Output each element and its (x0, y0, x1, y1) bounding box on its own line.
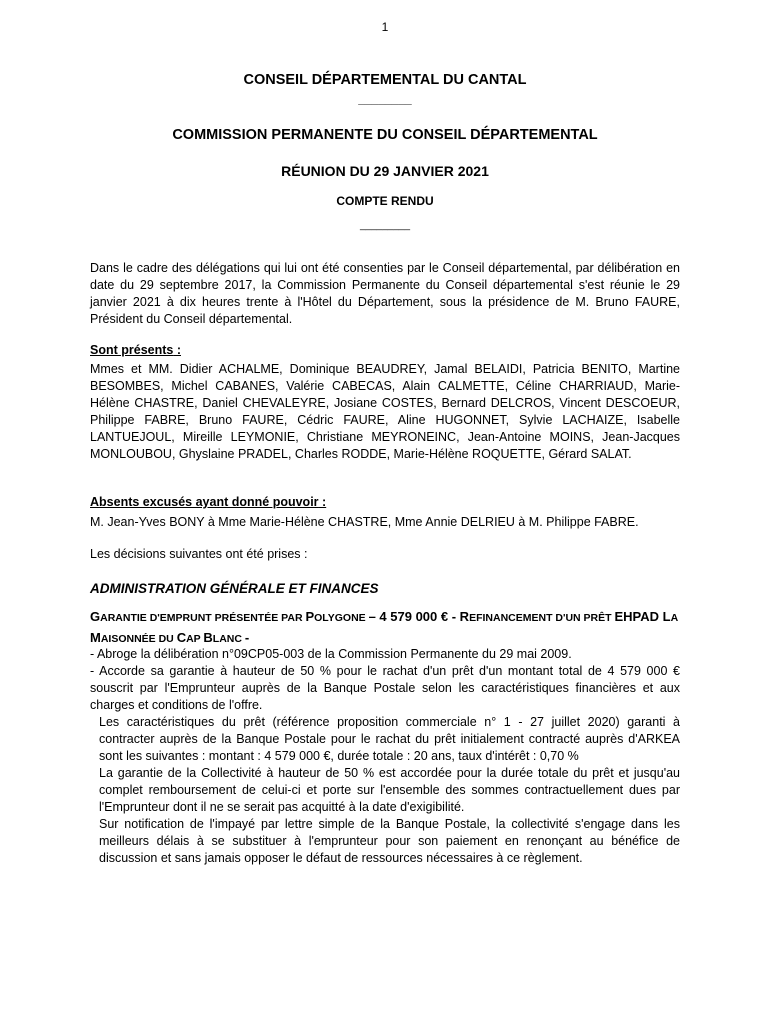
garantie-t15: - (244, 630, 250, 645)
garantie-t14: LANC (212, 633, 245, 645)
org-title: CONSEIL DÉPARTEMENTAL DU CANTAL (243, 72, 527, 88)
presents-heading-colon: : (173, 343, 181, 357)
garantie-t7: EHPAD L (614, 609, 671, 624)
item-garantie-collectivite: La garantie de la Collectivité à hauteur de 50 % est accordée pour la durée totale du prêt et jusqu'au complet remboursement de celui-ci et porte sur l'ensemble des sommes contractuellement dues par l'Emprunteur dont il ne se serait pas acquitté à la date d'exigibilité. (99, 766, 680, 814)
item-caracteristiques: Les caractéristiques du prêt (référence proposition commerciale n° 1 - 27 juillet 2020) garanti à contracter auprès de la Banque Postale pour le rachat du prêt initialement contracté auprès d'ARKEA sont les suivantes : montant : 4 579 000 €, durée totale : 20 ans, taux d'intérêt : 0,70 % (99, 715, 680, 763)
section-title: ADMINISTRATION GÉNÉRALE ET FINANCES (90, 581, 379, 596)
garantie-t11: C (176, 630, 187, 645)
presents-list: Mmes et MM. Didier ACHALME, Dominique BEAUDREY, Jamal BELAIDI, Patricia BENITO, Martine BESOMBES, Michel CABANES, Valérie CABECAS, Alain CALMETTE, Céline CHARRIAUD, Marie-Hélène CHASTRE, Daniel CHEVALEYRE, Josiane COSTES, Bernard DELCROS, Vincent DESCOEUR, Philippe FABRE, Bruno FAURE, Cédric FAURE, Aline HUGONNET, Sylvie LACHAIZE, Isabelle LANTUEJOUL, Mireille LEYMONIE, Christiane MEYRONEINC, Jean-Antoine MOINS, Jean-Jacques MONLOUBOU, Ghyslaine PRADEL, Charles RODDE, Marie-Hélène ROQUETTE, Gérard SALAT. (90, 362, 680, 461)
presents-heading-label: Sont présents (90, 343, 174, 357)
intro-paragraph: Dans le cadre des délégations qui lui ont été consenties par le Conseil départemental, par délibération en date du 29 septembre 2017, la Commission Permanente du Conseil départemental s'est réunie le 29 janvier 2021 à dix heures trente à l'Hôtel du Département, sous la présidence de M. Bruno FAURE, Président du Conseil départemental. (90, 261, 680, 326)
garantie-title (90, 607, 680, 649)
item-abroge: - Abroge la délibération n°09CP05-003 de la Commission Permanente du 29 mai 2009. (90, 647, 572, 661)
doc-type: COMPTE RENDU (336, 194, 434, 208)
garantie-t8: A (670, 612, 679, 624)
garantie-t6: EFINANCEMENT D'UN PRÊT (469, 612, 615, 624)
garantie-t9: M (90, 630, 101, 645)
title-rule: ________ (358, 92, 412, 106)
absents-heading-label: Absents excusés ayant donné pouvoir (90, 495, 319, 509)
presents-heading (90, 342, 680, 359)
garantie-t2: ARANTIE D'EMPRUNT PRÉSENTÉE PAR (100, 612, 306, 624)
garantie-t4: OLYGONE (314, 612, 369, 624)
garantie-t3: P (305, 609, 315, 624)
garantie-t12: AP (186, 633, 204, 645)
garantie-t10: AISONNÉE DU (100, 633, 177, 645)
item-accorde: - Accorde sa garantie à hauteur de 50 % pour le rachat d'un prêt d'un montant total de 4 579 000 € souscrit par l'Emprunteur auprès de la Banque Postale selon les caractéristiques financières et aux charges et conditions de l'offre. (90, 664, 680, 712)
garantie-t13: B (203, 630, 213, 645)
doc-type-rule: _________ (359, 220, 411, 231)
decision-items (90, 646, 680, 867)
decisions-intro: Les décisions suivantes ont été prises : (90, 547, 308, 561)
item-notification: Sur notification de l'impayé par lettre simple de la Banque Postale, la collectivité s'engage dans les meilleurs délais à se substituer à l'emprunteur pour son paiement en renonçant au bénéfice de discussion et sans jamais opposer le défaut de ressources nécessaires à ce règlement. (99, 817, 680, 865)
meeting-title: RÉUNION DU 29 JANVIER 2021 (281, 163, 489, 179)
garantie-t5: – 4 579 000 € - R (368, 609, 470, 624)
page-number: 1 (381, 20, 389, 34)
absents-heading (90, 494, 680, 511)
absents-heading-colon: : (318, 495, 327, 509)
absents-list: M. Jean-Yves BONY à Mme Marie-Hélène CHASTRE, Mme Annie DELRIEU à M. Philippe FABRE. (90, 515, 639, 529)
commission-title: COMMISSION PERMANENTE DU CONSEIL DÉPARTEMENTAL (172, 127, 598, 143)
garantie-t1: G (90, 609, 101, 624)
